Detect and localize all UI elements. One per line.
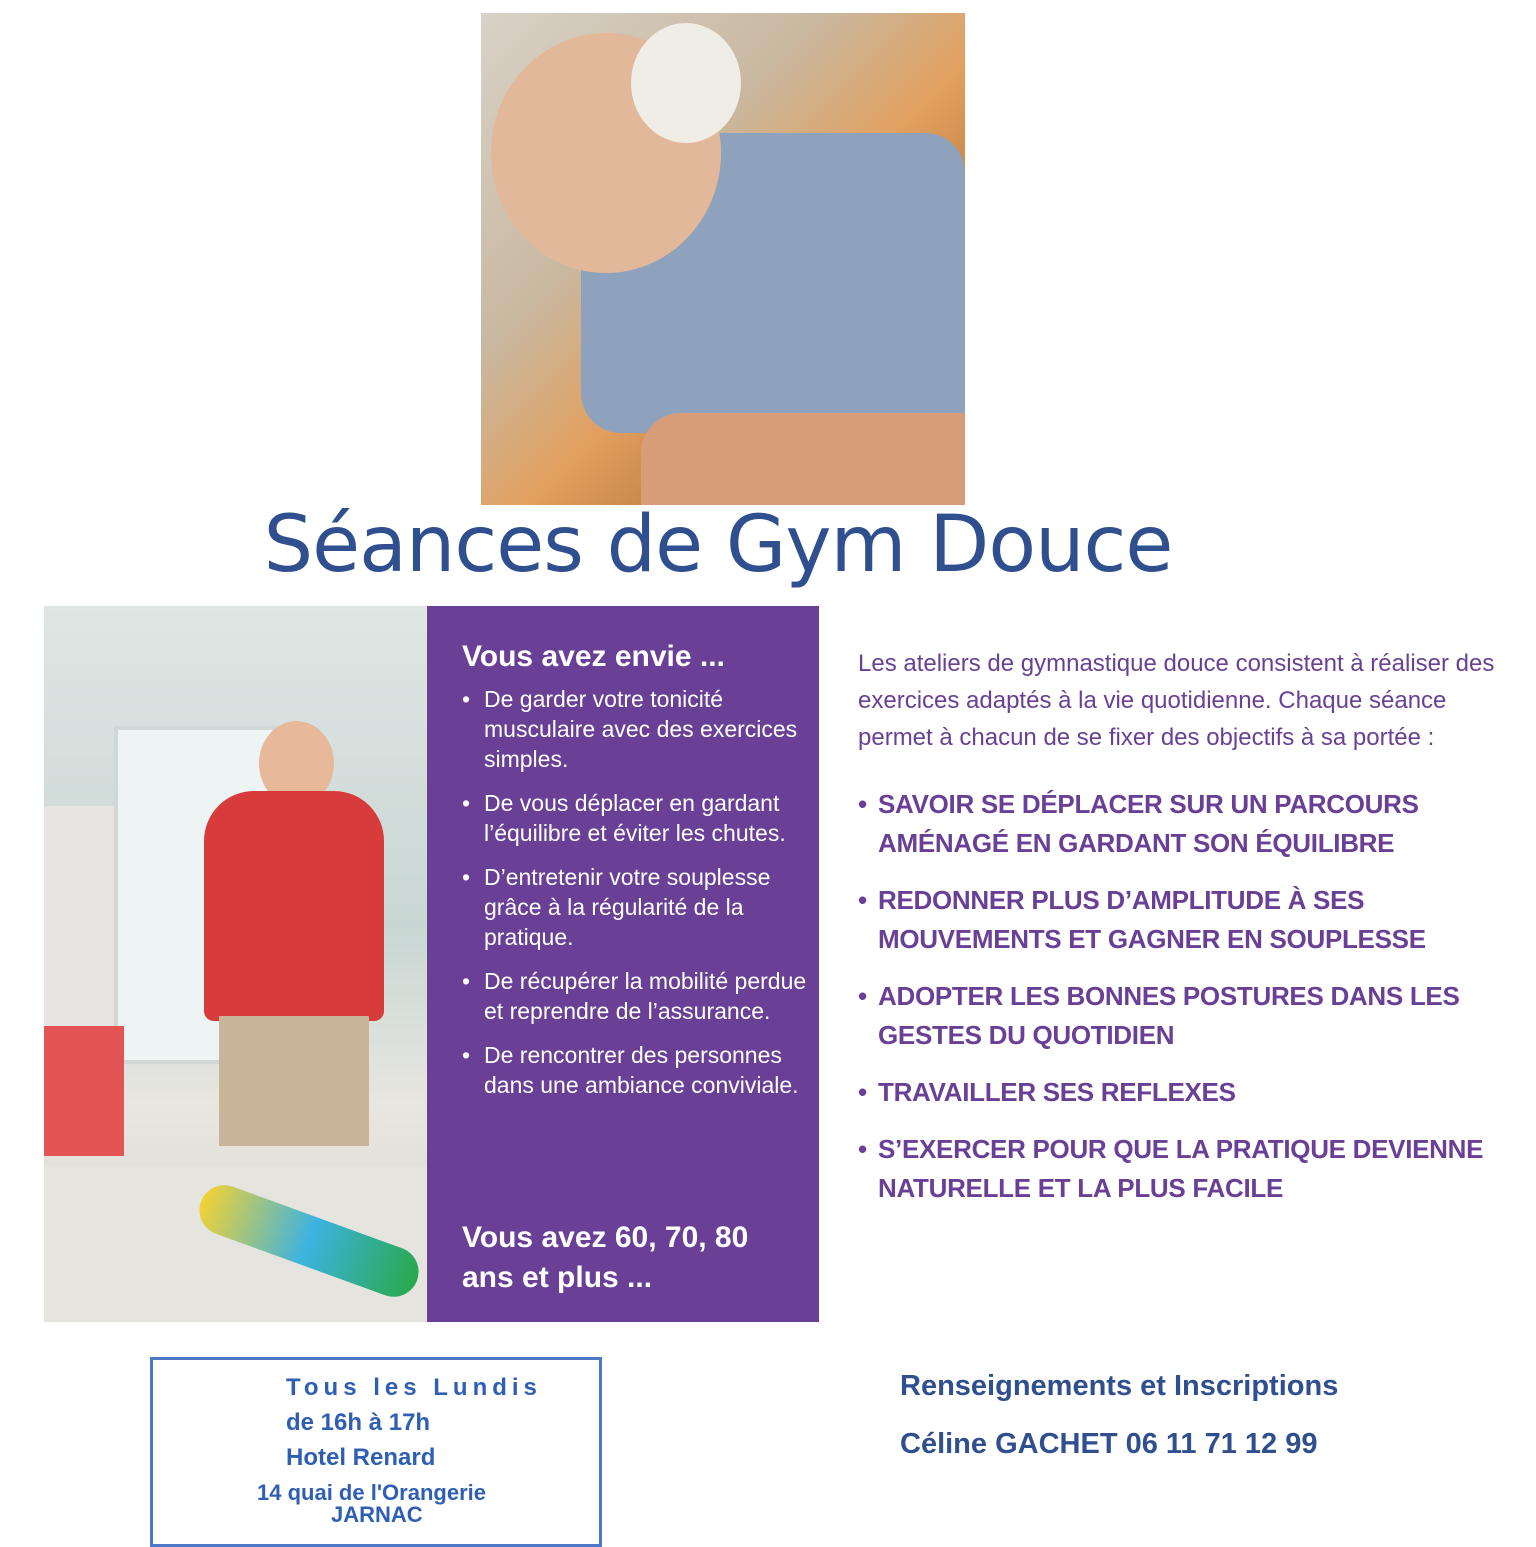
schedule-city: JARNAC [331, 1502, 423, 1527]
schedule-day: Tous les Lundis [286, 1374, 542, 1401]
benefit-item: • De garder votre tonicité musculaire avec des exercices simples. [462, 684, 812, 774]
benefits-list [462, 684, 812, 1114]
senior-man-photo [481, 13, 965, 505]
schedule-address: 14 quai de l'Orangerie [257, 1480, 486, 1505]
schedule-time: de 16h à 17h [286, 1409, 431, 1436]
objective-item: • REDONNER PLUS D’AMPLITUDE À SES MOUVEMENTS ET GAGNER EN SOUPLESSE [858, 881, 1518, 959]
objective-item: • SAVOIR SE DÉPLACER SUR UN PARCOURS AMÉNAGÉ EN GARDANT SON ÉQUILIBRE [858, 785, 1518, 863]
intro-paragraph: Les ateliers de gymnastique douce consistent à réaliser des exercices adaptés à la vie quotidienne. Chaque séance permet à chacun de se fixer des objectifs à sa portée : [858, 650, 1495, 751]
objective-item: • TRAVAILLER SES REFLEXES [858, 1073, 1518, 1112]
balance-exercise-photo [44, 606, 428, 1322]
schedule-place: Hotel Renard [286, 1444, 436, 1471]
contact-title: Renseignements et Inscriptions [900, 1370, 1339, 1402]
benefit-item: • De rencontrer des personnes dans une ambiance conviviale. [462, 1040, 812, 1100]
schedule-box [150, 1357, 602, 1547]
contact-name-phone: Céline GACHET 06 11 71 12 99 [900, 1428, 1318, 1460]
page-title: Séances de Gym Douce [263, 500, 1173, 590]
benefit-item: • D’entretenir votre souplesse grâce à la régularité de la pratique. [462, 862, 812, 952]
benefit-item: • De récupérer la mobilité perdue et reprendre de l’assurance. [462, 966, 812, 1026]
age-callout: Vous avez 60, 70, 80 ans et plus ... [462, 1221, 749, 1294]
benefit-item: • De vous déplacer en gardant l’équilibre et éviter les chutes. [462, 788, 812, 848]
objective-item: • S’EXERCER POUR QUE LA PRATIQUE DEVIENNE NATURELLE ET LA PLUS FACILE [858, 1130, 1518, 1208]
objectives-list [858, 785, 1518, 1226]
objective-item: • ADOPTER LES BONNES POSTURES DANS LES GESTES DU QUOTIDIEN [858, 977, 1518, 1055]
benefits-panel [427, 606, 819, 1322]
benefits-heading: Vous avez envie ... [462, 640, 725, 673]
